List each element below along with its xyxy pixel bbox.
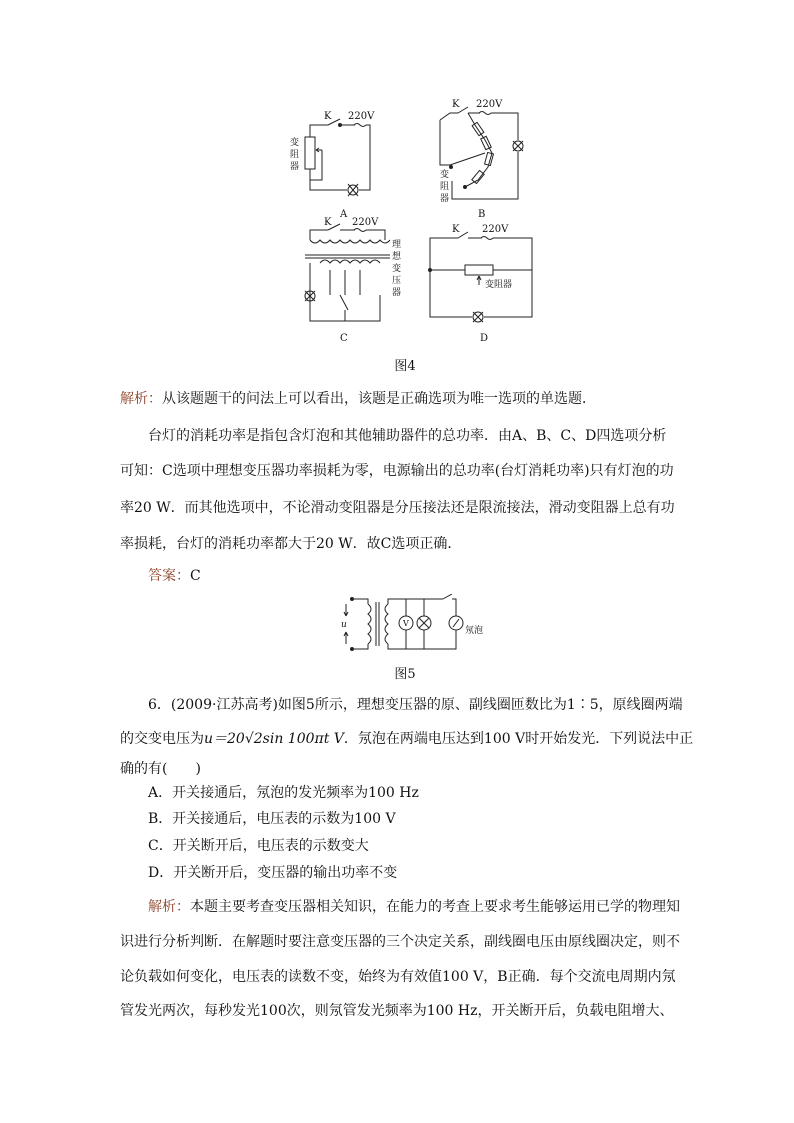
voltage-label-a: 220V: [348, 111, 375, 122]
circuit-d: [429, 232, 533, 322]
rheostat-label-b2: 阻: [440, 182, 450, 192]
transformer-label-4: 压: [392, 276, 402, 286]
rheostat-label-b3: 器: [440, 194, 450, 204]
option-a: A．开关接通后，氖泡的发光频率为100 Hz: [148, 785, 419, 801]
question-6-line-3: 确的有( ): [120, 761, 201, 777]
answer-line: [148, 565, 201, 585]
switch-label-d: K: [452, 224, 460, 235]
question-6-line-1: 6．(2009·江苏高考)如图5所示，理想变压器的原、副线圈匝数比为1∶5，原线圈两端: [148, 697, 683, 713]
voltage-label-d: 220V: [482, 224, 509, 235]
panel-label-c: C: [340, 333, 348, 344]
figure-5-circuit: [338, 594, 488, 654]
analysis-2-line-1: [148, 896, 680, 916]
analysis-1-line-4: 率20 W．而其他选项中，不论滑动变阻器是分压接法还是限流接法，滑动变阻器上总有功: [120, 500, 675, 516]
analysis-1-line-1: [120, 388, 596, 408]
analysis-2-line-3: 论负载如何变化，电压表的读数不变，始终为有效值100 V，B正确．每个交流电周期内氖: [120, 969, 676, 985]
rheostat-label-a3: 器: [290, 162, 300, 172]
neon-label: 氖泡: [465, 626, 484, 636]
circuit-a: [305, 119, 370, 196]
option-b: B．开关接通后，电压表的示数为100 V: [148, 811, 396, 827]
analysis-2-line-2: 识进行分析判断．在解题时要注意变压器的三个决定关系，副线圈电压由原线圈决定，则不: [120, 934, 680, 950]
analysis-2-text-1: 本题主要考查变压器相关知识，在能力的考查上要求考生能够运用已学的物理知: [190, 899, 680, 915]
u-label: u: [341, 620, 347, 630]
analysis-1-text-1: 从该题题干的问法上可以看出，该题是正确选项为唯一选项的单选题．: [162, 391, 596, 407]
switch-label-a: K: [324, 111, 332, 122]
question-6-formula: u＝20√2sin 100πt V: [204, 731, 344, 747]
voltmeter-label: V: [403, 619, 409, 628]
analysis-1-line-3: 可知：C选项中理想变压器功率损耗为零，电源输出的总功率(台灯消耗功率)只有灯泡的功: [120, 463, 674, 479]
option-d: D．开关断开后，变压器的输出功率不变: [148, 865, 398, 881]
transformer-label-1: 理: [392, 240, 402, 250]
figure-4-caption: 图4: [394, 359, 416, 374]
panel-label-b: B: [478, 209, 486, 220]
rheostat-label-a1: 变: [290, 138, 300, 148]
transformer-label-2: 想: [392, 252, 402, 262]
answer-value: C: [190, 568, 201, 584]
rheostat-label-a2: 阻: [290, 150, 300, 160]
question-6-text-2b: ．氖泡在两端电压达到100 V时开始发光．下列说法中正: [343, 731, 694, 747]
answer-label: 答案：: [148, 568, 190, 584]
option-c: C．开关断开后，电压表的示数变大: [148, 838, 369, 854]
rheostat-label-d: 变阻器: [485, 280, 513, 290]
transformer-label-5: 器: [392, 288, 402, 298]
panel-label-d: D: [480, 333, 489, 344]
analysis-1-line-2: 台灯的消耗功率是指包含灯泡和其他辅助器件的总功率．由A、B、C、D四选项分析: [148, 428, 667, 444]
figure-5-caption: 图5: [394, 667, 416, 682]
voltage-label-b: 220V: [476, 99, 503, 110]
transformer-label-3: 变: [392, 264, 402, 274]
switch-label-c: K: [324, 217, 332, 228]
question-6-line-2: [120, 728, 693, 748]
switch-label-b: K: [452, 99, 460, 110]
analysis-2-line-4: 管发光两次，每秒发光100次，则氖管发光频率为100 Hz，开关断开后，负载电阻增大、: [120, 1003, 674, 1019]
analysis-1-line-5: 率损耗，台灯的消耗功率都大于20 W．故C选项正确．: [120, 536, 462, 552]
question-6-text-2a: 的交变电压为: [120, 731, 204, 747]
analysis-2-label: 解析：: [148, 899, 190, 915]
panel-label-a: A: [340, 209, 348, 220]
circuit-b: [440, 107, 523, 199]
circuit-c: [305, 224, 390, 321]
analysis-label: 解析：: [120, 391, 162, 407]
figure-4-circuits: [270, 95, 550, 350]
voltage-label-c: 220V: [352, 217, 379, 228]
rheostat-label-b1: 变: [440, 170, 450, 180]
